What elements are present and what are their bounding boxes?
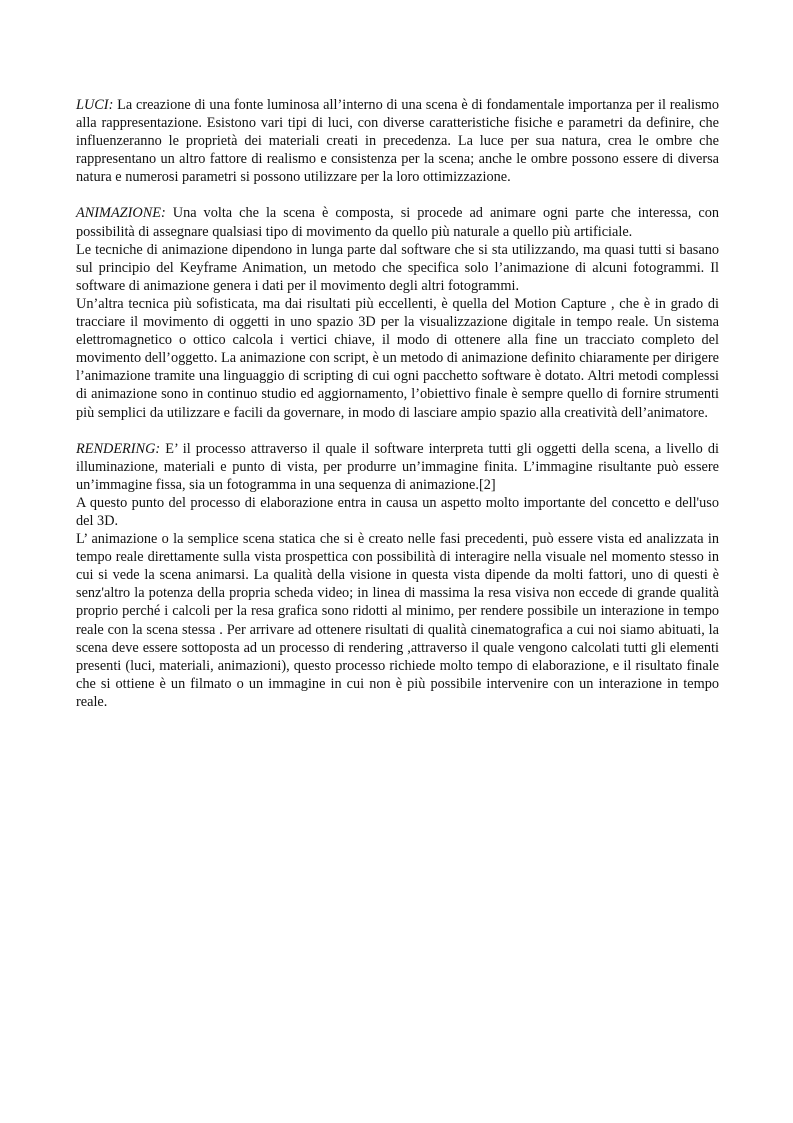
document-page [76,96,719,729]
text-rendering: E’ il processo attraverso il quale il software interpreta tutti gli oggetti della scena, a livello di illuminazione, materiali e punto di vista, per produrre un’immagine finita. L’immagine risultante può essere un’immagine fissa, sia un fotogramma in una sequenza di animazione.[2] [76,440,719,493]
paragraph-rendering-3d: A questo punto del processo di elaborazione entra in causa un aspetto molto importante del concetto e dell'uso del 3D. [76,494,719,529]
term-animazione: ANIMAZIONE: [76,205,166,222]
section-rendering [76,440,719,711]
text-animazione: Una volta che la scena è composta, si procede ad animare ogni parte che interessa, con possibilità di assegnare qualsiasi tipo di movimento da quello più naturale a quello più artificiale. [76,205,719,240]
term-rendering: RENDERING: [76,440,161,457]
paragraph-luci [76,96,719,186]
paragraph-animazione-intro [76,204,719,240]
section-animazione [76,204,719,421]
paragraph-rendering-intro [76,440,719,494]
paragraph-animazione-keyframe: Le tecniche di animazione dipendono in lunga parte dal software che si sta utilizzando, ma quasi tutti si basano sul principio del Keyframe Animation, un metodo che specifica solo l’animazione di alcuni fotogrammi. Il software di animazione genera i dati per il movimento degli altri fotogrammi. [76,241,719,294]
paragraph-animazione-motion-capture: Un’altra tecnica più sofisticata, ma dai risultati più eccellenti, è quella del Motion Capture , che è in grado di tracciare il movimento di oggetti in uno spazio 3D per la visualizzazione digitale in tempo reale. Un sistema elettromagnetico o ottico calcola i vertici chiave, il modo di ottenere alla fine un tracciato completo del movimento dell’oggetto. La animazione con script, è un metodo di animazione definito chiaramente per dirigere l’animazione tramite una linguaggio di scripting di cui ogni pacchetto software è dotato. Altri metodi complessi di animazione sono in continuo studio ed aggiornamento, l’obiettivo finale è sempre quello di fornire strumenti più semplici da utilizzare e facili da governare, in modo di lasciare ampio spazio alla creatività dell’animatore. [76,295,719,421]
section-luci [76,96,719,186]
paragraph-rendering-realtime: L’ animazione o la semplice scena statica che si è creato nelle fasi precedenti, può essere vista ed analizzata in tempo reale direttamente sulla vista prospettica con possibilità di interagire nella visuale nel momento stesso in cui si vede la scena animarsi. La qualità della visione in questa vista dipende da molti fattori, uno di questi è senz'altro la potenza della propria scheda video; in linea di massima la resa visiva non eccede di grande qualità proprio perché i calcoli per la resa grafica sono ridotti al minimo, per rendere possibile un interazione in tempo reale con la scena stessa . Per arrivare ad ottenere risultati di qualità cinematografica a cui noi siamo abituati, la scena deve essere sottoposta ad un processo di rendering ,attraverso il quale vengono calcolati tutti gli elementi presenti (luci, materiali, animazioni), questo processo richiede molto tempo di elaborazione, e il risultato finale che si ottiene è un filmato o un immagine in cui non è più possibile intervenire con un interazione in tempo reale. [76,531,719,710]
term-luci: LUCI: [76,97,114,113]
text-luci: La creazione di una fonte luminosa all’interno di una scena è di fondamentale importanza per il realismo alla rappresentazione. Esistono vari tipi di luci, con diverse caratteristiche fisiche e parametri da definire, che influenzeranno le proprietà dei materiali creati in precedenza. La luce per sua natura, crea le ombre che rappresentano un altro fattore di realismo e consistenza per la scena; anche le ombre possono essere di diversa natura e numerosi parametri si possono utilizzare per la loro ottimizzazione. [76,97,719,186]
